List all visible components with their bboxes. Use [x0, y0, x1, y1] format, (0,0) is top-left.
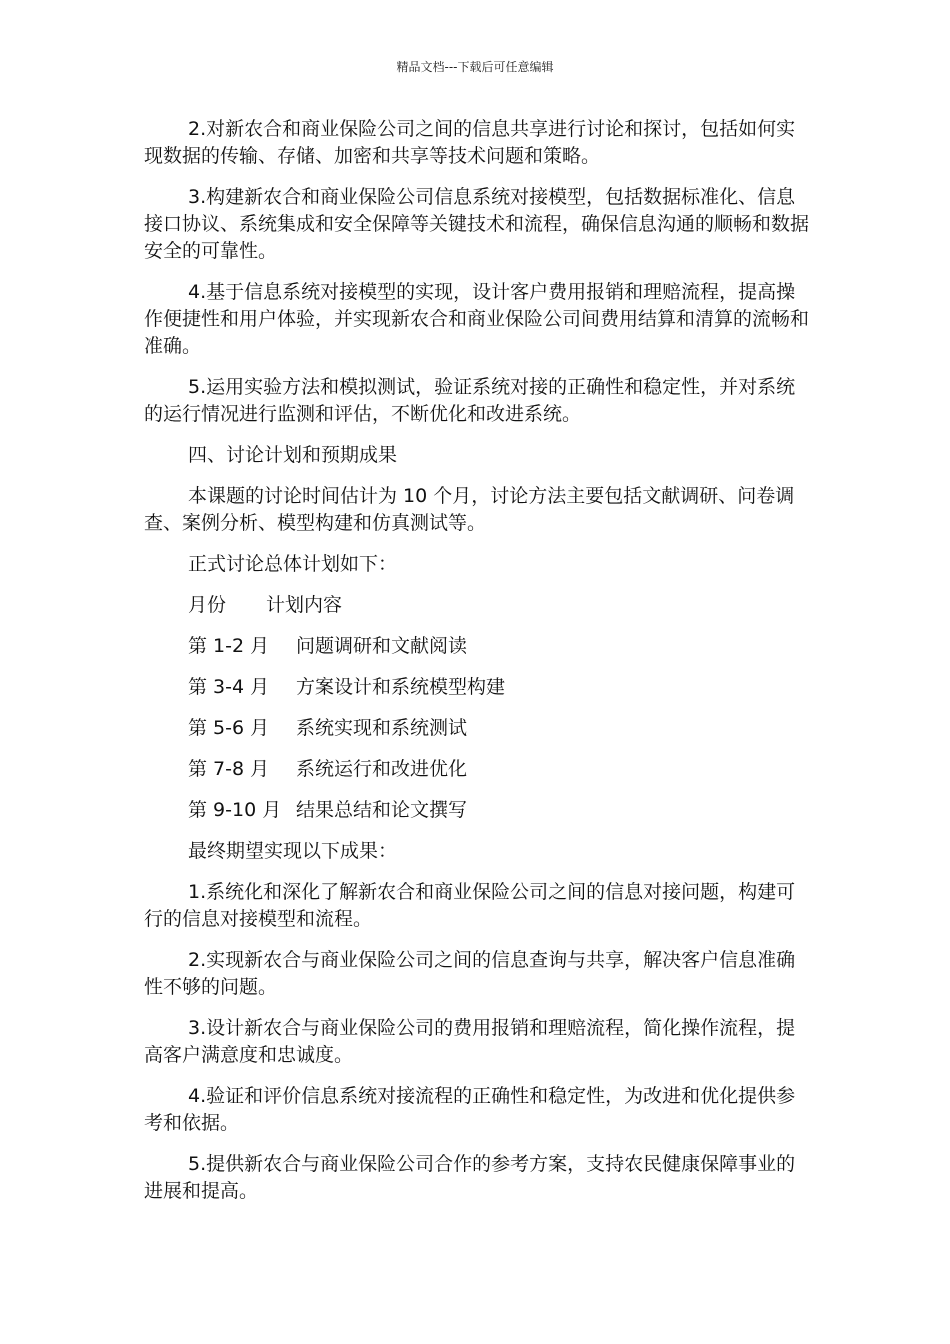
- schedule-row: [144, 756, 810, 783]
- schedule-row: [144, 633, 810, 660]
- schedule-content: 系统运行和改进优化: [296, 758, 468, 780]
- paragraph-item-4: 4.基于信息系统对接模型的实现，设计客户费用报销和理赔流程，提高操作便捷性和用户体验，并实现新农合和商业保险公司间费用结算和清算的流畅和准确。: [144, 281, 810, 357]
- paragraph-item-5: 5.运用实验方法和模拟测试，验证系统对接的正确性和稳定性，并对系统的运行情况进行监测和评估，不断优化和改进系统。: [144, 376, 796, 425]
- schedule-month: 第 9-10 月: [188, 799, 282, 821]
- intro-paragraph: 本课题的讨论时间估计为 10 个月，讨论方法主要包括文献调研、问卷调查、案例分析、模型构建和仿真测试等。: [144, 485, 795, 534]
- paragraph-item-2: 2.对新农合和商业保险公司之间的信息共享进行讨论和探讨，包括如何实现数据的传输、存储、加密和共享等技术问题和策略。: [144, 118, 796, 167]
- schedule-row: [144, 715, 810, 742]
- paragraph-item-3: 3.构建新农合和商业保险公司信息系统对接模型，包括数据标准化、信息接口协议、系统集成和安全保障等关键技术和流程，确保信息沟通的顺畅和数据安全的可靠性。: [144, 186, 810, 262]
- schedule-row: [144, 797, 810, 824]
- result-item-1: 1.系统化和深化了解新农合和商业保险公司之间的信息对接问题，构建可行的信息对接模型和流程。: [144, 881, 796, 930]
- schedule-row: [144, 674, 810, 701]
- schedule-content: 问题调研和文献阅读: [296, 635, 468, 657]
- schedule-header-month: 月份: [188, 594, 227, 616]
- result-item-2: 2.实现新农合与商业保险公司之间的信息查询与共享，解决客户信息准确性不够的问题。: [144, 949, 796, 998]
- schedule-content: 结果总结和论文撰写: [296, 799, 468, 821]
- schedule-month: 第 5-6 月: [188, 717, 270, 739]
- result-item-5: 5.提供新农合与商业保险公司合作的参考方案，支持农民健康保障事业的进展和提高。: [144, 1153, 796, 1202]
- schedule-month: 第 3-4 月: [188, 676, 270, 698]
- schedule-content: 方案设计和系统模型构建: [296, 676, 506, 698]
- result-item-4: 4.验证和评价信息系统对接流程的正确性和稳定性，为改进和优化提供参考和依据。: [144, 1085, 796, 1134]
- schedule-header-row: [144, 592, 810, 619]
- schedule-header-content: 计划内容: [266, 594, 343, 616]
- page-header: 精品文档---下载后可任意编辑: [396, 60, 554, 74]
- schedule-month: 第 1-2 月: [188, 635, 270, 657]
- result-item-3: 3.设计新农合与商业保险公司的费用报销和理赔流程，简化操作流程，提高客户满意度和忠诚度。: [144, 1017, 796, 1066]
- document-body: [144, 116, 810, 1219]
- schedule-content: 系统实现和系统测试: [296, 717, 468, 739]
- section-heading: 四、讨论计划和预期成果: [188, 444, 398, 466]
- results-intro: 最终期望实现以下成果：: [188, 840, 398, 862]
- plan-intro: 正式讨论总体计划如下：: [188, 553, 398, 575]
- schedule-month: 第 7-8 月: [188, 758, 270, 780]
